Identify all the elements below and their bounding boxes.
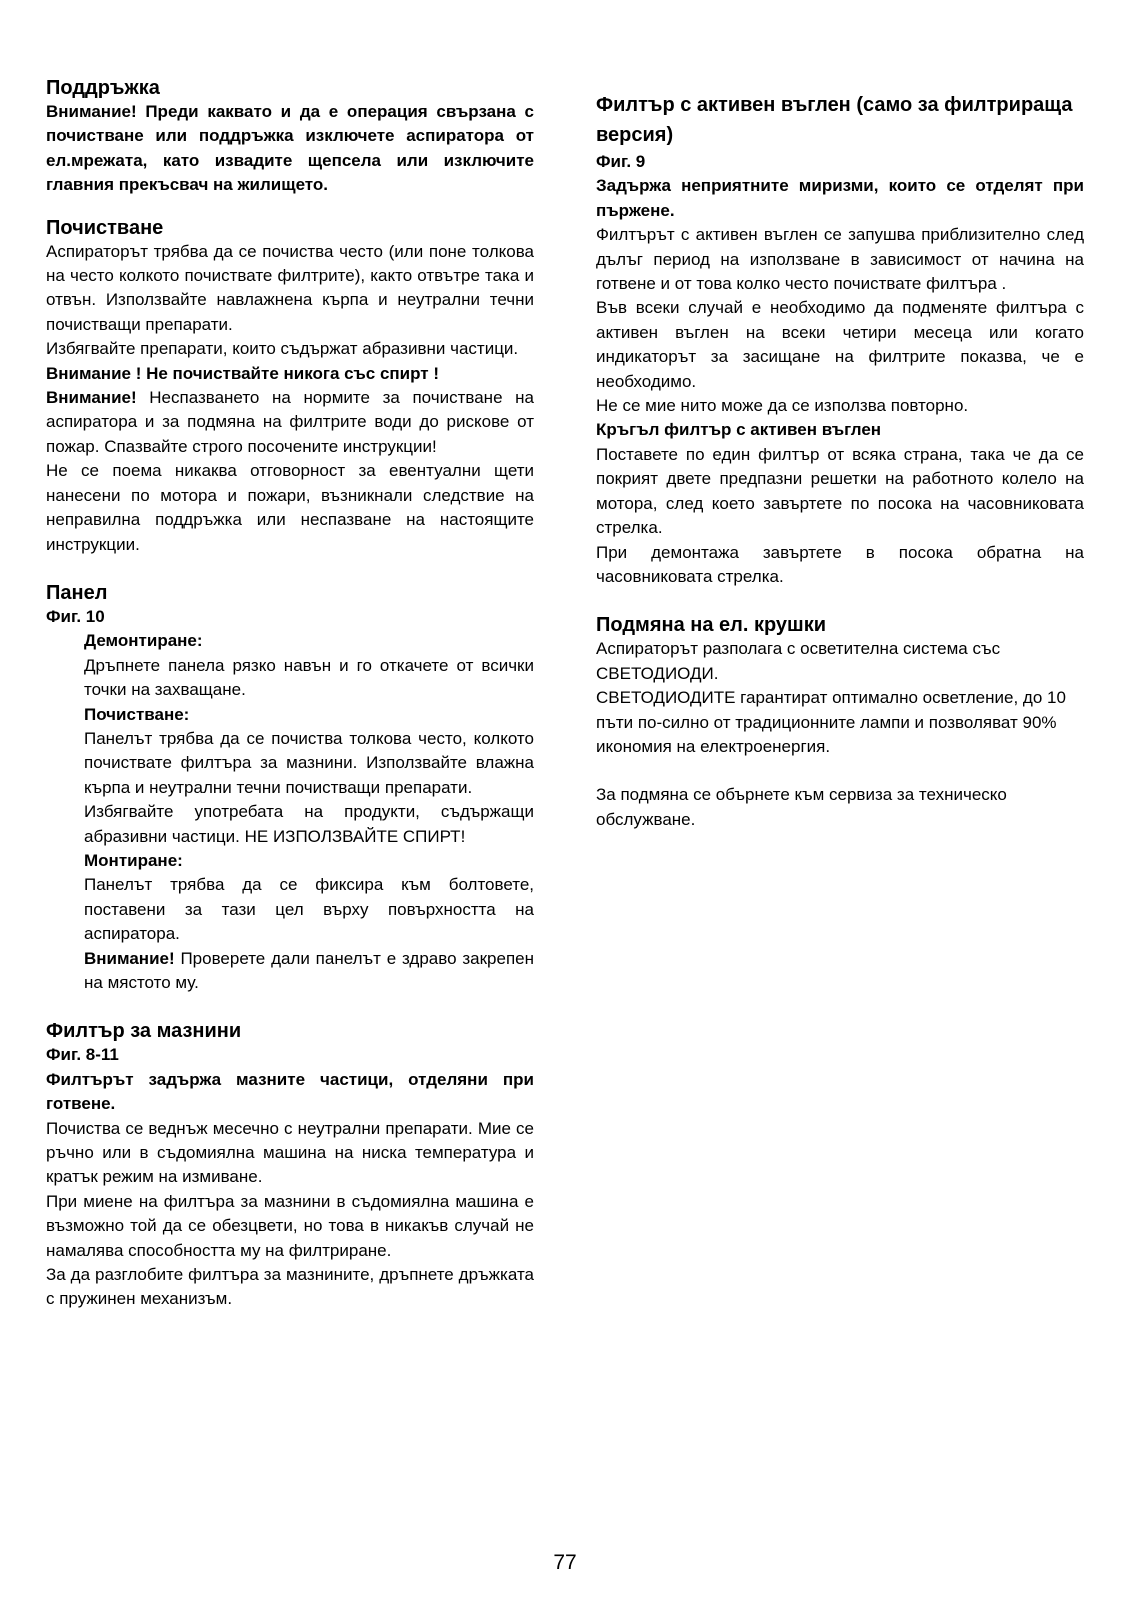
carbon-filter-paragraph: Филтърът с активен въглен се запушва приблизително след дълъг период на използване в зависимост от начина на готвене и от това колко често почиствате филтъра . [596,225,1084,294]
carbon-filter-paragraph: Поставете по един филтър от всяка страна, така че да се покрият двете предпазни решетки на работното колело на мотора, след което завъртете по посока на часовниковата стрелка. [596,444,1084,538]
carbon-filter-paragraph: Не се мие нито може да се използва повторно. [596,396,969,416]
grease-filter-lead: Филтърът задържа мазните частици, отделяни при готвене. [46,1069,534,1114]
warning-label: Внимание! [46,388,137,408]
carbon-filter-paragraph: При демонтажа завъртете в посока обратна на часовниковата стрелка. [596,542,1084,586]
cleaning-heading: Почистване [46,216,164,239]
panel-warning [84,947,534,996]
carbon-filter-fig-ref: Фиг. 9 [596,152,646,171]
bulbs-paragraph: СВЕТОДИОДИТЕ гарантират оптимално осветление, до 10 пъти по-силно от традиционните лампи и позволяват 90% икономия на електроенергия. [596,688,1066,756]
panel-heading: Панел [46,581,108,604]
mounting-text: Панелът трябва да се фиксира към болтовете, поставени за тази цел върху повърхността на аспиратора. [84,875,534,944]
round-filter-label: Кръгъл филтър с активен въглен [596,420,882,440]
fire-risk-warning [46,386,534,459]
warning-text: Неспазването на нормите за почистване на аспиратора и за подмяна на филтрите води до рискове от пожар. Спазвайте строго посочените инструкции! [46,388,534,456]
carbon-filter-lead: Задържа неприятните миризми, които се отделят при пържене. [596,176,1084,220]
bulbs-heading: Подмяна на ел. крушки [596,614,827,637]
alcohol-warning: Внимание ! Не почиствайте никога със спирт ! [46,363,439,383]
grease-filter-heading: Филтър за мазнини [46,1020,242,1043]
warning-text: Проверете дали панелът е здраво закрепен на мястото му. [84,948,534,992]
panel-fig-ref: Фиг. 10 [46,606,105,626]
grease-filter-paragraph: При миене на филтъра за мазнини в съдомиялна машина е възможно той да се обезцвети, но това в никакъв случай не намалява способността му на филтриране. [46,1191,534,1260]
grease-filter-paragraph: Почиства се веднъж месечно с неутрални препарати. Мие се ръчно или в съдомиялна машина на ниска температура и кратък режим на измиване. [46,1118,534,1187]
panel-cleaning-label: Почистване: [84,704,190,724]
panel-cleaning-text: Панелът трябва да се почиства толкова често, колкото почиствате филтъра за мазнини. Използвайте влажна кърпа и неутрални течни почистващи препарати. [84,728,534,797]
maintenance-heading: Поддръжка [46,77,160,99]
cleaning-paragraph: Аспираторът трябва да се почиства често (или поне толкова на често колкото почиствате филтрите), както отвътре така и отвън. Използвайте навлажнена кърпа и неутрални течни почистващи препарати. [46,241,534,334]
warning-label: Внимание! [84,948,175,968]
left-column [46,76,534,1312]
bulbs-paragraph: Аспираторът разполага с осветителна система със СВЕТОДИОДИ. [596,639,1001,683]
bulbs-paragraph: За подмяна се обърнете към сервиза за техническо обслужване. [596,785,1007,829]
carbon-filter-heading: Филтър с активен въглен (само за филтрираща версия) [596,94,1073,146]
liability-paragraph: Не се поема никаква отговорност за евентуални щети нанесени по мотора и пожари, възникнали следствие на неправилна поддръжка или неспазване на настоящите инструкции. [46,461,534,554]
mounting-label: Монтиране: [84,850,183,870]
right-column [596,90,1084,832]
removal-label: Демонтиране: [84,631,203,651]
maintenance-warning: Внимание! Преди каквато и да е операция свързана с почистване или поддръжка изключете аспиратора от ел.мрежата, като извадите щепсела или изключите главния прекъсвач на жилището. [46,102,534,195]
page-number: 77 [553,1551,577,1574]
carbon-filter-paragraph: Във всеки случай е необходимо да подменяте филтъра с активен въглен на всеки четири месеца или когато индикаторът за засищане на филтрите показва, че е необходимо. [596,298,1084,391]
panel-cleaning-text: Избягвайте употребата на продукти, съдържащи абразивни частици. НЕ ИЗПОЛЗВАЙТЕ СПИРТ! [84,802,534,846]
grease-filter-fig-ref: Фиг. 8-11 [46,1045,119,1065]
grease-filter-paragraph: За да разглобите филтъра за мазнините, дръпнете дръжката с пружинен механизъм. [46,1265,534,1309]
panel-instructions [46,629,534,995]
cleaning-paragraph: Избягвайте препарати, които съдържат абразивни частици. [46,339,519,359]
removal-text: Дръпнете панела рязко навън и го откачете от всички точки на захващане. [84,655,534,700]
